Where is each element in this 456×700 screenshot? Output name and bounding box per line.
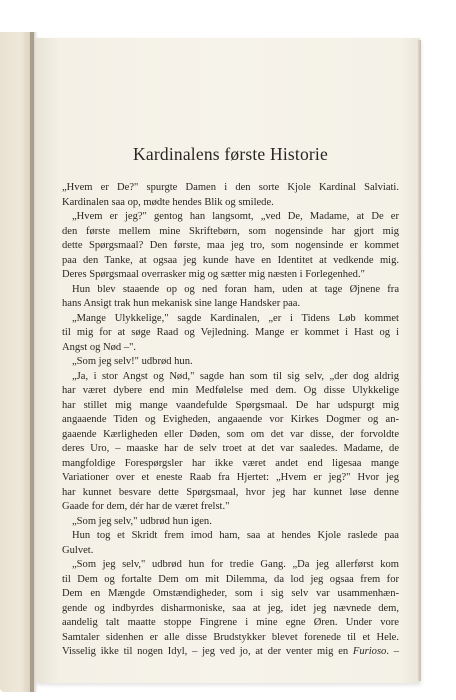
text-line: til mig for at søge Raad og Vejledning. Mange er kommet i Hast og i bbox=[62, 327, 399, 338]
page-edge bbox=[418, 40, 421, 681]
text-line: „Hvem er jeg?" gentog han langsomt, „ved De, Madame, at De er bbox=[72, 211, 399, 222]
text-line: mangfoldige Forespørgsler har ikke været andet end ligesaa mange bbox=[62, 457, 399, 469]
text-line: „Som jeg selv," udbrød hun igen. bbox=[72, 515, 212, 527]
text-line: Variationer over et eneste Raab fra Hjertet: „Hvem er jeg?" Hvor jeg bbox=[62, 472, 399, 483]
text-line: har været dybere end min Medfølelse med dem. Og disse Ulykkelige bbox=[62, 385, 399, 396]
text-line: Gulvet. bbox=[62, 544, 94, 556]
text-line: har kunnet besvare dette Spørgsmaal, hvor jeg har kunnet løse denne bbox=[62, 486, 399, 498]
text-line: „Mange Ulykkelige," sagde Kardinalen, „er i Tidens Løb kommet bbox=[72, 312, 399, 324]
text-line: Samtaler sidenhen er alle disse Brudstykker blevet forenede til et Hele. bbox=[62, 631, 399, 643]
text-line: Angst og Nød –". bbox=[62, 341, 137, 353]
text-line: paa den Tanke, at ogsaa jeg kunde have en Identitet at vedkende mig. bbox=[62, 254, 399, 266]
text-line: Visselig ikke til nogen Idyl, – jeg ved jo, at der venter mig en Furioso. – bbox=[62, 646, 399, 657]
text-line: hans Ansigt trak hun mekanisk sine lange Handsker paa. bbox=[62, 298, 301, 309]
text-line: Kardinalen saa op, mødte hendes Blik og smilede. bbox=[62, 196, 274, 208]
text-line: angaaende Tiden og Evigheden, angaaende vor Kirkes Dogmer og an- bbox=[62, 414, 399, 425]
chapter-title: Kardinalens første Historie bbox=[133, 144, 328, 164]
text-line: „Ja, i stor Angst og Nød," sagde han som til sig selv, „der dog aldrig bbox=[72, 370, 399, 382]
text-line: Hun tog et Skridt frem imod ham, saa at hendes Kjole raslede paa bbox=[72, 530, 399, 541]
text-line: Hun blev staaende op og ned foran ham, uden at tage Øjnene fra bbox=[72, 283, 399, 295]
text-line: til Dem og fortalte Dem om mit Dilemma, da lod jeg ogsaa frem for bbox=[62, 573, 399, 585]
page-text bbox=[62, 144, 399, 660]
text-line: aandelig talt maatte stoppe Fingrene i mine egne Øren. Under vore bbox=[62, 617, 399, 628]
left-page-edge bbox=[0, 32, 34, 692]
text-line: Dem en Mængde Omstændigheder, som i sig selv var usammenhæn- bbox=[62, 588, 399, 599]
text-line: Deres Spørgsmaal overrasker mig og sætter mig næsten i Forlegenhed." bbox=[62, 269, 365, 280]
text-line: gende og indbyrdes disharmoniske, saa at jeg, idet jeg nævnede dem, bbox=[62, 602, 399, 614]
text-line: Gaade for dem, dér har de været frelst." bbox=[62, 501, 230, 512]
text-line: dette Spørgsmaal? Den første, maa jeg tro, som nogensinde er kommet bbox=[62, 240, 399, 251]
body-text bbox=[62, 181, 399, 660]
text-line: gaaende Kærligheden eller Døden, som om det var disse, der forvoldte bbox=[62, 428, 399, 440]
text-line: den første mellem mine Skriftebørn, som nogensinde har gjort mig bbox=[62, 225, 399, 237]
text-line: deres Uro, – maaske har de selv troet at det var saaledes. Madame, de bbox=[62, 443, 399, 454]
text-line: „Som jeg selv!" udbrød hun. bbox=[72, 356, 193, 367]
text-line: „Hvem er De?" spurgte Damen i den sorte Kjole Kardinal Salviati. bbox=[62, 182, 399, 193]
text-line: har stillet mig mange vaandefulde Spørgsmaal. De har udspurgt mig bbox=[62, 399, 399, 411]
text-line: „Som jeg selv," udbrød hun for tredie Gang. „Da jeg allerførst kom bbox=[72, 559, 399, 570]
